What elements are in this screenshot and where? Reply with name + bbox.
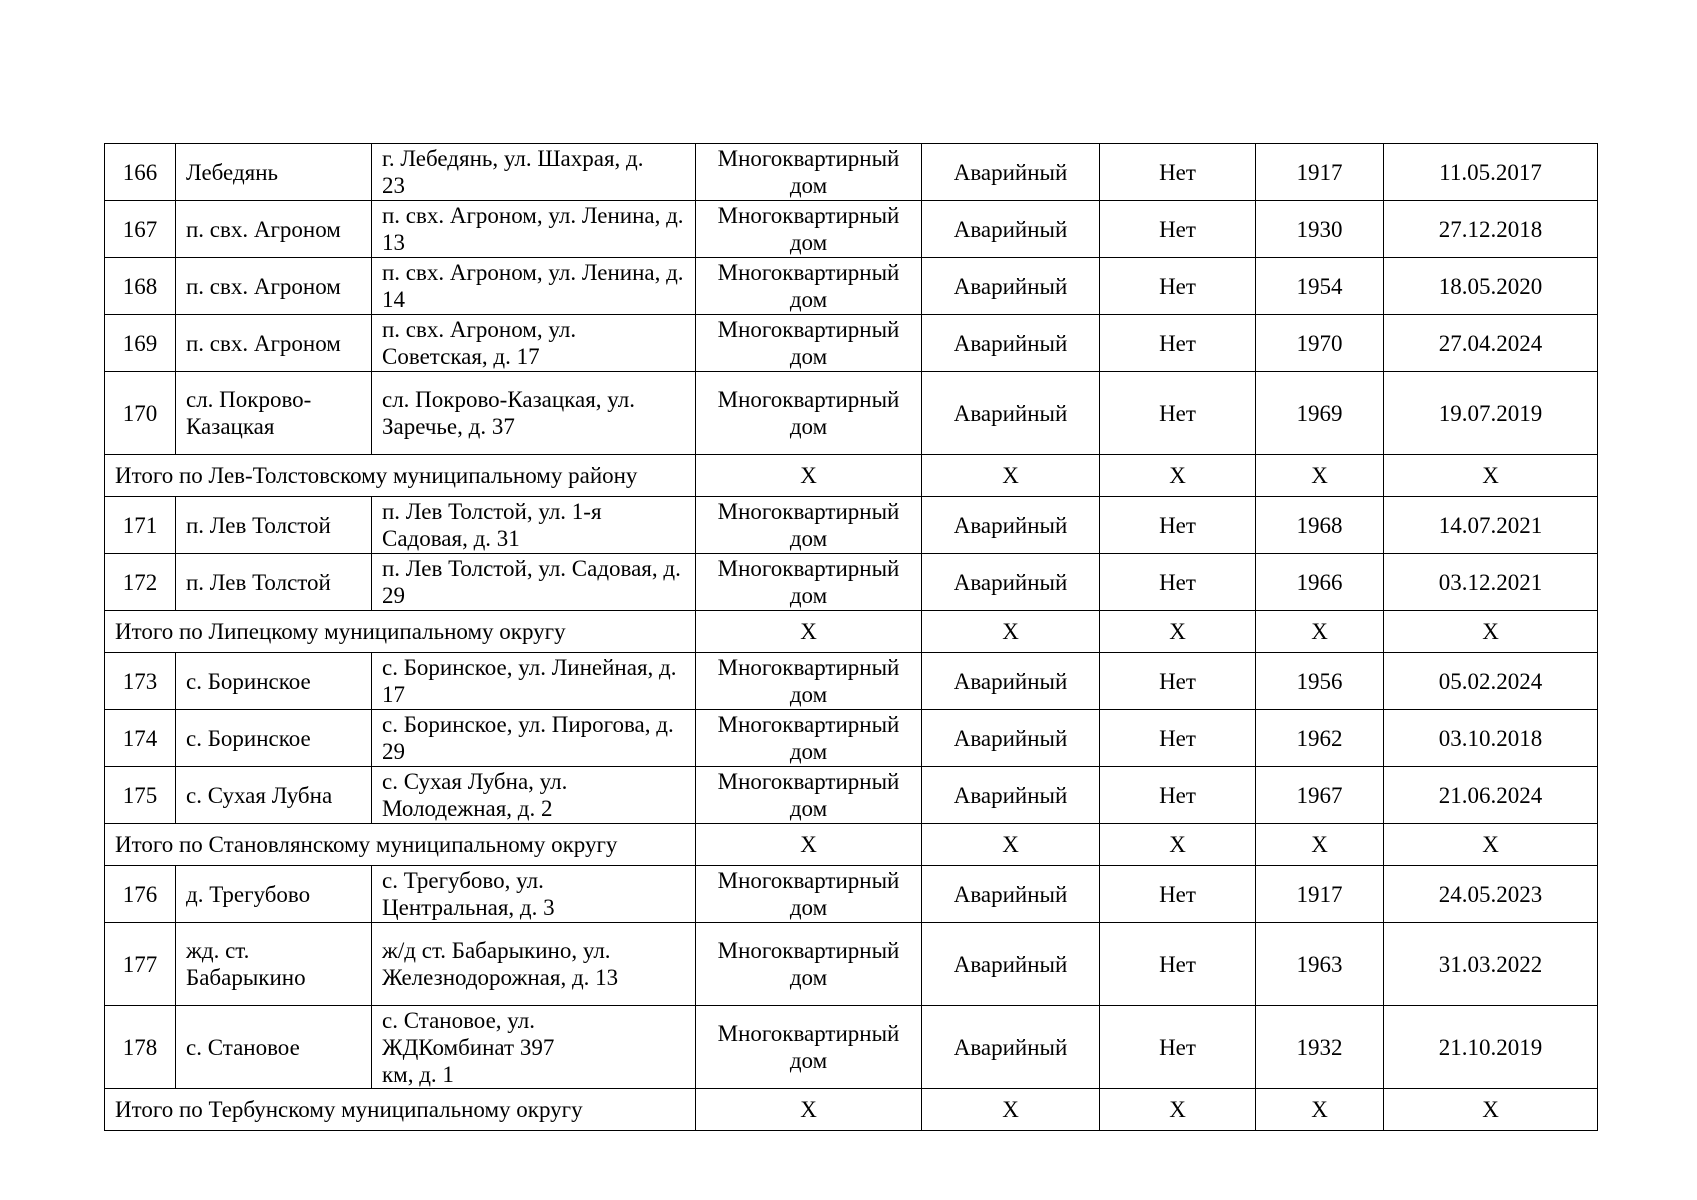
- flag-cell: Нет: [1100, 866, 1256, 923]
- flag-cell: Нет: [1100, 372, 1256, 455]
- flag-cell: Нет: [1100, 1006, 1256, 1089]
- year-cell: 1954: [1256, 258, 1384, 315]
- address-cell: с. Сухая Лубна, ул. Молодежная, д. 2: [372, 767, 696, 824]
- total-x-cell: Х: [1256, 1089, 1384, 1131]
- year-cell: 1956: [1256, 653, 1384, 710]
- total-x-cell: Х: [1256, 611, 1384, 653]
- condition-cell: Аварийный: [922, 710, 1100, 767]
- total-x-cell: Х: [1384, 611, 1598, 653]
- address-cell: п. свх. Агроном, ул. Ленина, д. 13: [372, 201, 696, 258]
- condition-cell: Аварийный: [922, 653, 1100, 710]
- flag-cell: Нет: [1100, 923, 1256, 1006]
- row-number: 171: [105, 497, 176, 554]
- condition-cell: Аварийный: [922, 315, 1100, 372]
- address-cell: п. Лев Толстой, ул. 1-я Садовая, д. 31: [372, 497, 696, 554]
- year-cell: 1966: [1256, 554, 1384, 611]
- row-number: 176: [105, 866, 176, 923]
- year-cell: 1932: [1256, 1006, 1384, 1089]
- table-row: [105, 554, 1598, 611]
- row-number: 169: [105, 315, 176, 372]
- date-cell: 27.04.2024: [1384, 315, 1598, 372]
- total-x-cell: Х: [1100, 455, 1256, 497]
- total-x-cell: Х: [1256, 824, 1384, 866]
- address-cell: п. свх. Агроном, ул. Ленина, д. 14: [372, 258, 696, 315]
- total-row: [105, 1089, 1598, 1131]
- row-number: 175: [105, 767, 176, 824]
- settlement-cell: с. Боринское: [176, 653, 372, 710]
- settlement-cell: д. Трегубово: [176, 866, 372, 923]
- address-cell: п. Лев Толстой, ул. Садовая, д. 29: [372, 554, 696, 611]
- year-cell: 1967: [1256, 767, 1384, 824]
- address-cell: сл. Покрово-Казацкая, ул. Заречье, д. 37: [372, 372, 696, 455]
- row-number: 172: [105, 554, 176, 611]
- year-cell: 1970: [1256, 315, 1384, 372]
- year-cell: 1917: [1256, 866, 1384, 923]
- table-row: [105, 653, 1598, 710]
- settlement-cell: жд. ст. Бабарыкино: [176, 923, 372, 1006]
- settlement-cell: с. Боринское: [176, 710, 372, 767]
- condition-cell: Аварийный: [922, 1006, 1100, 1089]
- table-row: [105, 866, 1598, 923]
- address-cell: с. Трегубово, ул. Центральная, д. 3: [372, 866, 696, 923]
- table-row: [105, 372, 1598, 455]
- total-row: [105, 611, 1598, 653]
- table-row: [105, 710, 1598, 767]
- flag-cell: Нет: [1100, 315, 1256, 372]
- year-cell: 1962: [1256, 710, 1384, 767]
- settlement-cell: сл. Покрово-Казацкая: [176, 372, 372, 455]
- row-number: 168: [105, 258, 176, 315]
- date-cell: 27.12.2018: [1384, 201, 1598, 258]
- building-type-cell: Многоквартирный дом: [696, 258, 922, 315]
- total-label: Итого по Лев-Толстовскому муниципальному району: [105, 455, 696, 497]
- flag-cell: Нет: [1100, 767, 1256, 824]
- row-number: 166: [105, 144, 176, 201]
- building-type-cell: Многоквартирный дом: [696, 497, 922, 554]
- settlement-cell: с. Сухая Лубна: [176, 767, 372, 824]
- condition-cell: Аварийный: [922, 258, 1100, 315]
- total-x-cell: Х: [922, 1089, 1100, 1131]
- date-cell: 18.05.2020: [1384, 258, 1598, 315]
- table-row: [105, 923, 1598, 1006]
- building-type-cell: Многоквартирный дом: [696, 767, 922, 824]
- address-cell: с. Боринское, ул. Линейная, д. 17: [372, 653, 696, 710]
- flag-cell: Нет: [1100, 710, 1256, 767]
- date-cell: 03.12.2021: [1384, 554, 1598, 611]
- date-cell: 14.07.2021: [1384, 497, 1598, 554]
- year-cell: 1968: [1256, 497, 1384, 554]
- total-x-cell: Х: [1384, 1089, 1598, 1131]
- table-row: [105, 497, 1598, 554]
- year-cell: 1917: [1256, 144, 1384, 201]
- total-x-cell: Х: [922, 611, 1100, 653]
- flag-cell: Нет: [1100, 653, 1256, 710]
- total-x-cell: Х: [1384, 824, 1598, 866]
- settlement-cell: п. Лев Толстой: [176, 554, 372, 611]
- date-cell: 05.02.2024: [1384, 653, 1598, 710]
- settlement-cell: Лебедянь: [176, 144, 372, 201]
- total-label: Итого по Липецкому муниципальному округу: [105, 611, 696, 653]
- flag-cell: Нет: [1100, 258, 1256, 315]
- building-type-cell: Многоквартирный дом: [696, 554, 922, 611]
- date-cell: 03.10.2018: [1384, 710, 1598, 767]
- date-cell: 21.10.2019: [1384, 1006, 1598, 1089]
- building-type-cell: Многоквартирный дом: [696, 201, 922, 258]
- total-x-cell: Х: [1100, 611, 1256, 653]
- year-cell: 1930: [1256, 201, 1384, 258]
- total-x-cell: Х: [696, 824, 922, 866]
- row-number: 167: [105, 201, 176, 258]
- table-row: [105, 144, 1598, 201]
- condition-cell: Аварийный: [922, 144, 1100, 201]
- flag-cell: Нет: [1100, 201, 1256, 258]
- row-number: 170: [105, 372, 176, 455]
- total-x-cell: Х: [696, 455, 922, 497]
- settlement-cell: п. Лев Толстой: [176, 497, 372, 554]
- flag-cell: Нет: [1100, 554, 1256, 611]
- total-x-cell: Х: [696, 1089, 922, 1131]
- table-row: [105, 315, 1598, 372]
- total-label: Итого по Тербунскому муниципальному округу: [105, 1089, 696, 1131]
- date-cell: 24.05.2023: [1384, 866, 1598, 923]
- total-label: Итого по Становлянскому муниципальному округу: [105, 824, 696, 866]
- total-x-cell: Х: [1384, 455, 1598, 497]
- table-row: [105, 258, 1598, 315]
- condition-cell: Аварийный: [922, 767, 1100, 824]
- total-x-cell: Х: [1256, 455, 1384, 497]
- building-type-cell: Многоквартирный дом: [696, 923, 922, 1006]
- total-x-cell: Х: [1100, 1089, 1256, 1131]
- total-row: [105, 455, 1598, 497]
- settlement-cell: п. свх. Агроном: [176, 201, 372, 258]
- condition-cell: Аварийный: [922, 866, 1100, 923]
- flag-cell: Нет: [1100, 144, 1256, 201]
- total-x-cell: Х: [922, 824, 1100, 866]
- building-type-cell: Многоквартирный дом: [696, 144, 922, 201]
- row-number: 174: [105, 710, 176, 767]
- year-cell: 1969: [1256, 372, 1384, 455]
- building-type-cell: Многоквартирный дом: [696, 1006, 922, 1089]
- date-cell: 19.07.2019: [1384, 372, 1598, 455]
- row-number: 178: [105, 1006, 176, 1089]
- condition-cell: Аварийный: [922, 497, 1100, 554]
- condition-cell: Аварийный: [922, 554, 1100, 611]
- settlement-cell: п. свх. Агроном: [176, 258, 372, 315]
- settlement-cell: п. свх. Агроном: [176, 315, 372, 372]
- condition-cell: Аварийный: [922, 923, 1100, 1006]
- table-row: [105, 1006, 1598, 1089]
- building-type-cell: Многоквартирный дом: [696, 315, 922, 372]
- address-cell: с. Боринское, ул. Пирогова, д. 29: [372, 710, 696, 767]
- document-page: [104, 143, 1597, 1131]
- settlement-cell: с. Становое: [176, 1006, 372, 1089]
- total-x-cell: Х: [1100, 824, 1256, 866]
- building-type-cell: Многоквартирный дом: [696, 710, 922, 767]
- year-cell: 1963: [1256, 923, 1384, 1006]
- total-row: [105, 824, 1598, 866]
- emergency-housing-table: [104, 143, 1598, 1131]
- row-number: 177: [105, 923, 176, 1006]
- table-row: [105, 767, 1598, 824]
- building-type-cell: Многоквартирный дом: [696, 866, 922, 923]
- condition-cell: Аварийный: [922, 372, 1100, 455]
- condition-cell: Аварийный: [922, 201, 1100, 258]
- date-cell: 11.05.2017: [1384, 144, 1598, 201]
- total-x-cell: Х: [696, 611, 922, 653]
- address-cell: ж/д ст. Бабарыкино, ул. Железнодорожная, д. 13: [372, 923, 696, 1006]
- building-type-cell: Многоквартирный дом: [696, 653, 922, 710]
- flag-cell: Нет: [1100, 497, 1256, 554]
- address-cell: п. свх. Агроном, ул. Советская, д. 17: [372, 315, 696, 372]
- date-cell: 31.03.2022: [1384, 923, 1598, 1006]
- building-type-cell: Многоквартирный дом: [696, 372, 922, 455]
- address-cell: г. Лебедянь, ул. Шахрая, д. 23: [372, 144, 696, 201]
- address-cell: с. Становое, ул. ЖДКомбинат 397 км, д. 1: [372, 1006, 696, 1089]
- row-number: 173: [105, 653, 176, 710]
- date-cell: 21.06.2024: [1384, 767, 1598, 824]
- total-x-cell: Х: [922, 455, 1100, 497]
- table-row: [105, 201, 1598, 258]
